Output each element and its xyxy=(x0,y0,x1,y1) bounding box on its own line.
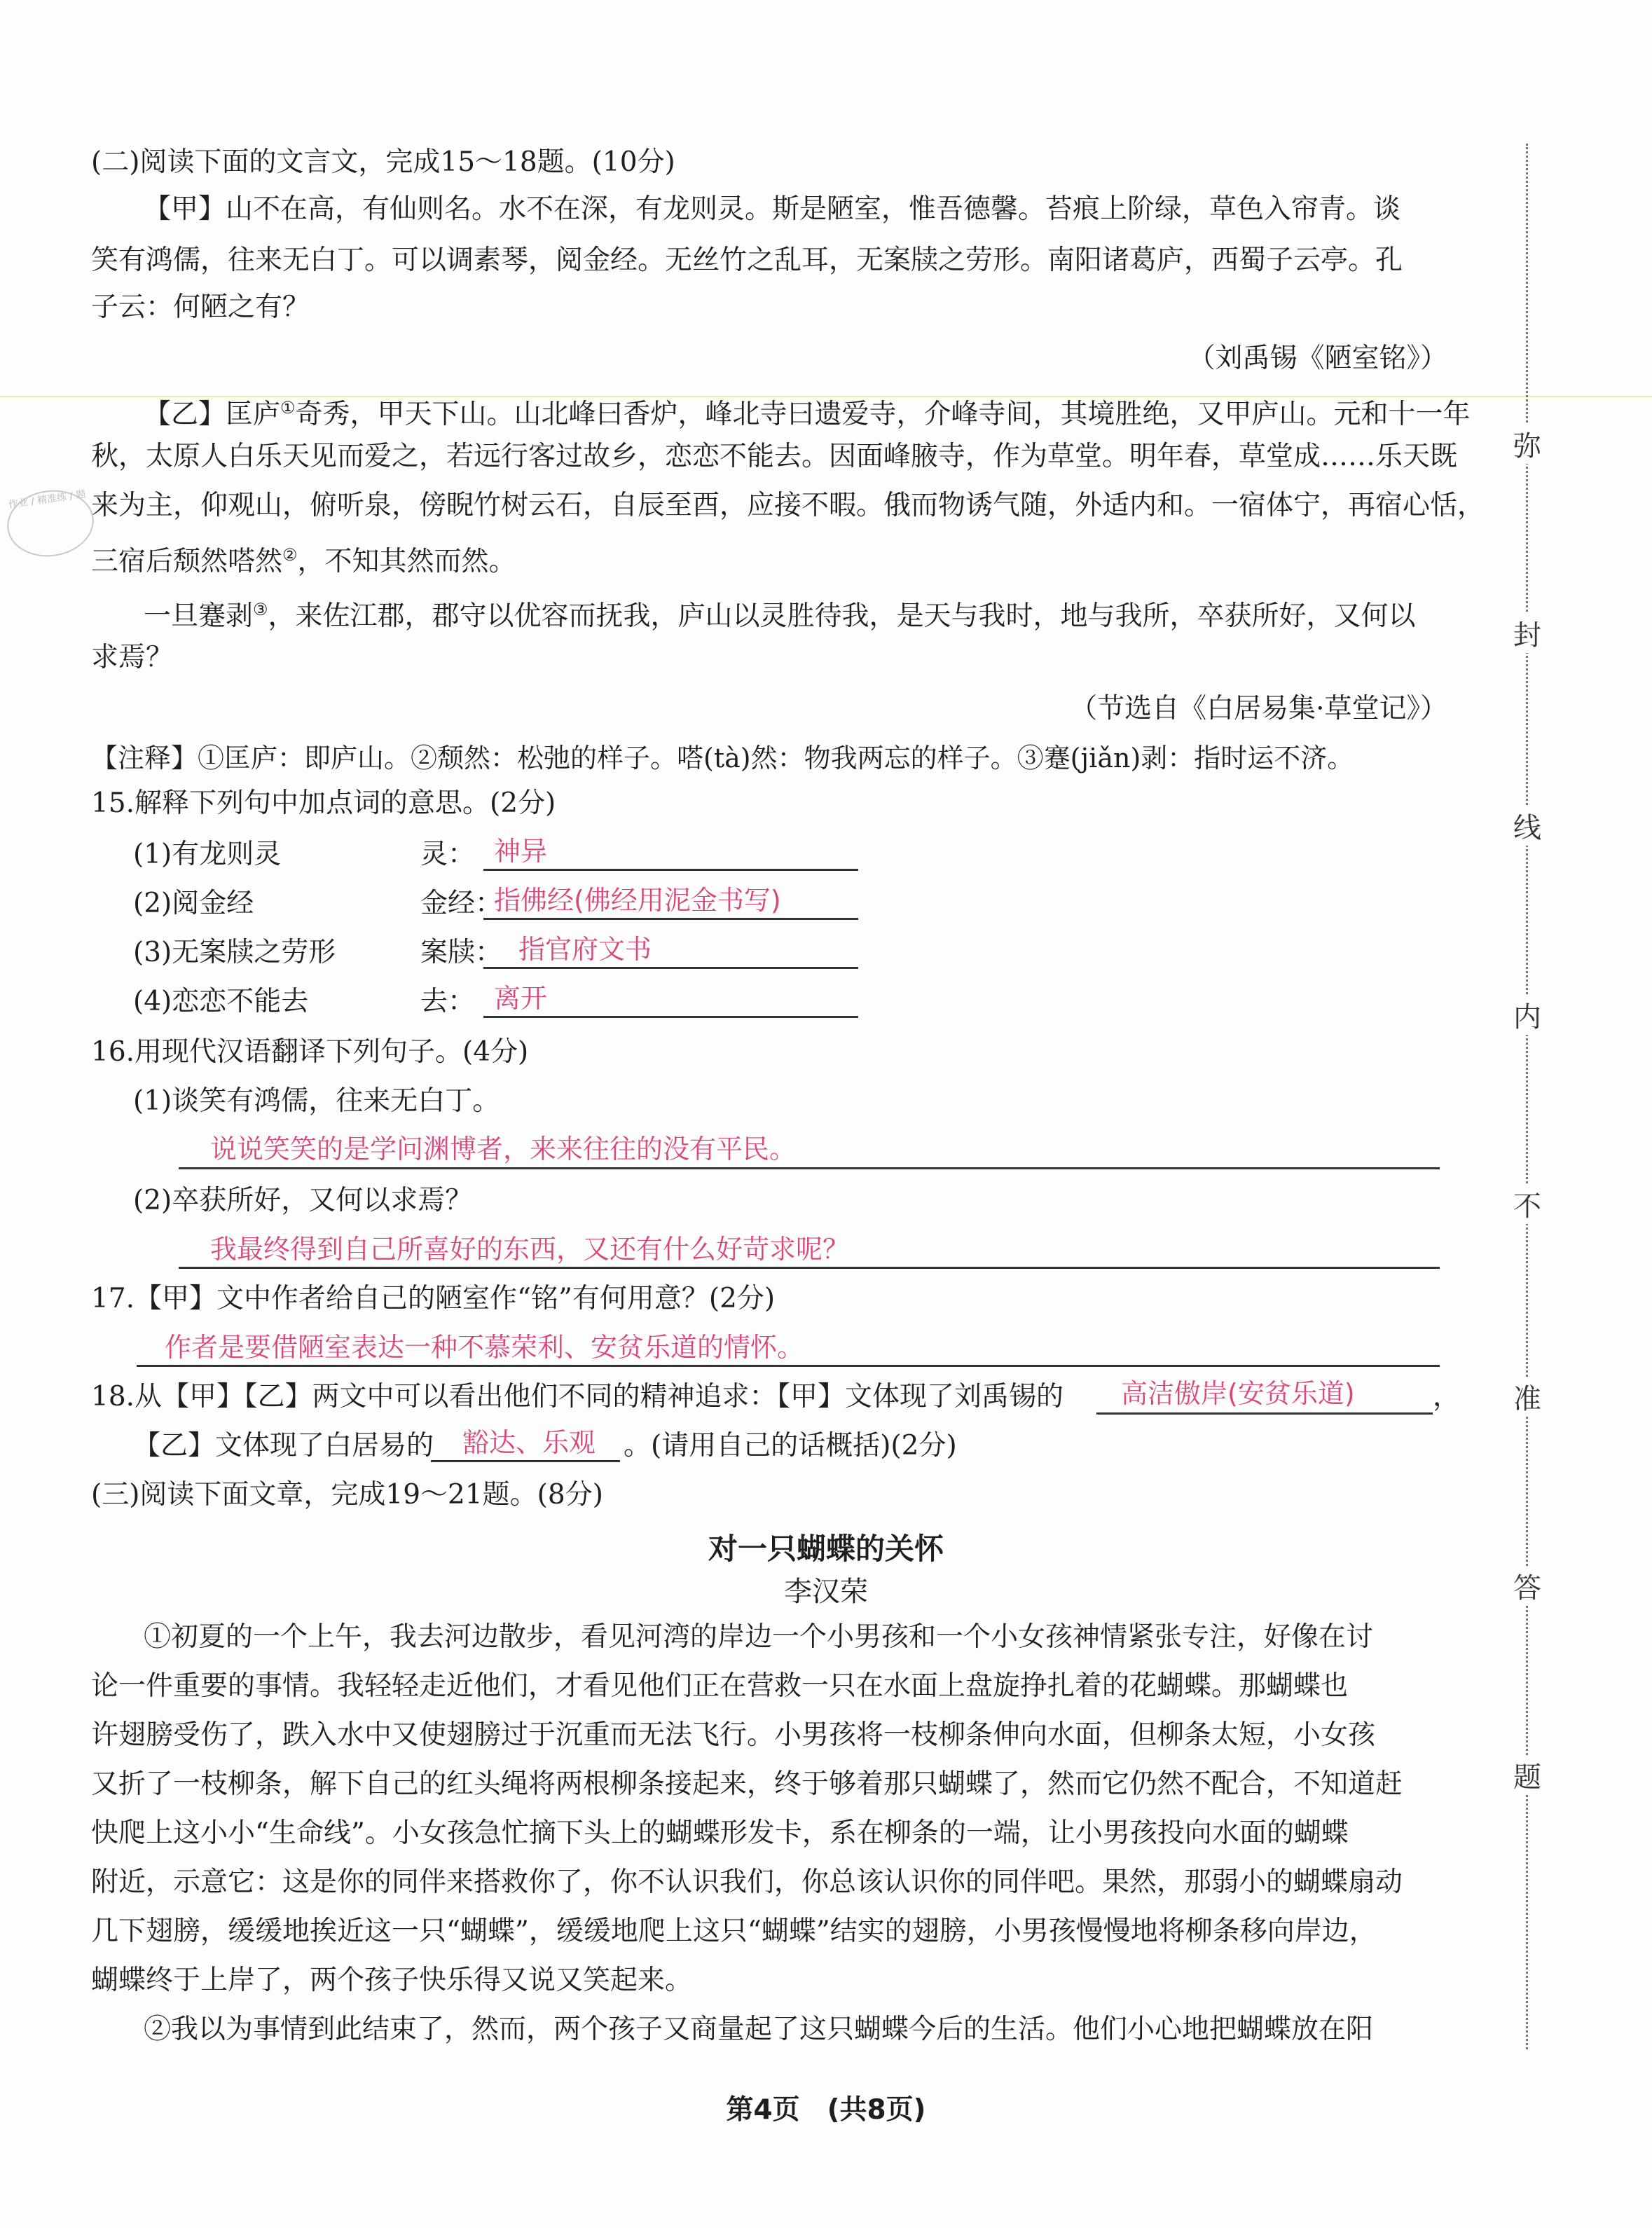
q17-stem: 17.【甲】文中作者给自己的陋室作“铭”有何用意？(2分) xyxy=(91,1283,776,1314)
p1-line-2: 论一件重要的事情。我轻轻走近他们，才看见他们正在营救一只在水面上盘旋挣扎着的花蝴蝶。那蝴蝶也 xyxy=(91,1670,1349,1702)
article-title: 对一只蝴蝶的关怀 xyxy=(708,1532,944,1566)
seal-char-7: 答 xyxy=(1506,1566,1548,1606)
q18-answer1-underline xyxy=(1096,1412,1433,1415)
page-footer: 第4页 (共8页) xyxy=(726,2094,926,2126)
q18-part3: 。(请用自己的话概括)(2分) xyxy=(624,1430,957,1462)
seal-char-2: 封 xyxy=(1506,613,1548,653)
watermark-stamp: 作业 / 精准练 / 题 xyxy=(3,485,98,562)
seal-char-3: 线 xyxy=(1506,806,1548,846)
q15-item2-answer: 指佛经(佛经用泥金书写) xyxy=(494,885,781,916)
q15-item2-label: (2)阅金经 xyxy=(133,888,254,919)
q18-comma: ， xyxy=(1433,1381,1461,1412)
seal-char-4: 内 xyxy=(1506,995,1548,1035)
q15-item4-label: (4)恋恋不能去 xyxy=(133,986,309,1017)
section2-heading: (二)阅读下面的文言文，完成15～18题。(10分) xyxy=(91,146,675,178)
seal-char-1: 弥 xyxy=(1506,424,1548,464)
q18-answer1: 高洁傲岸(安贫乐道) xyxy=(1121,1378,1355,1409)
yi-line-4: 三宿后颓然嗒然②，不知其然而然。 xyxy=(91,545,516,577)
yi-p2-line-1: 一旦蹇剥③，来佐江郡，郡守以优容而抚我，庐山以灵胜待我，是天与我时，地与我所，卒获所好，又何以 xyxy=(144,600,1416,632)
q15-item2-underline xyxy=(483,918,858,920)
q16-answer1-underline xyxy=(179,1167,1440,1169)
q15-item4-underline xyxy=(483,1016,858,1018)
jia-line-1: 【甲】山不在高，有仙则名。水不在深，有龙则灵。斯是陋室，惟吾德馨。苔痕上阶绿，草色入帘青。谈 xyxy=(144,193,1401,225)
q15-item1-key: 灵： xyxy=(420,839,476,870)
p1-line-4: 又折了一枝柳条，解下自己的红头绳将两根柳条接起来，终于够着那只蝴蝶了，然而它仍然不配合，不知道赶 xyxy=(91,1768,1403,1800)
q16-sentence1: (1)谈笑有鸿儒，往来无白丁。 xyxy=(133,1085,500,1117)
jia-line-3: 子云：何陋之有？ xyxy=(91,291,310,323)
q15-item3-underline xyxy=(483,967,858,969)
q15-item2-key: 金经： xyxy=(420,888,503,919)
jia-source: （刘禹锡《陋室铭》） xyxy=(1188,343,1447,374)
q17-answer: 作者是要借陋室表达一种不慕荣利、安贫乐道的情怀。 xyxy=(165,1332,804,1363)
q16-stem: 16.用现代汉语翻译下列句子。(4分) xyxy=(91,1036,529,1068)
seal-char-6: 准 xyxy=(1506,1377,1548,1417)
section3-heading: (三)阅读下面文章，完成19～21题。(8分) xyxy=(91,1479,603,1511)
q18-part2: 【乙】文体现了白居易的 xyxy=(133,1430,434,1462)
q15-item3-label: (3)无案牍之劳形 xyxy=(133,937,336,968)
q15-item1-underline xyxy=(483,869,858,871)
yi-line-3: 来为主，仰观山，俯听泉，傍睨竹树云石，自辰至酉，应接不暇。俄而物诱气随，外适内和。一宿体宁，再宿心恬， xyxy=(91,490,1485,521)
article-author: 李汉荣 xyxy=(784,1576,868,1608)
q18-answer2: 豁达、乐观 xyxy=(462,1427,596,1458)
p1-line-7: 几下翅膀，缓缓地挨近这一只“蝴蝶”，缓缓地爬上这只“蝴蝶”结实的翅膀，小男孩慢慢地将柳条移向岸边， xyxy=(91,1916,1377,1947)
q16-answer2: 我最终得到自己所喜好的东西，又还有什么好苛求呢？ xyxy=(210,1234,850,1265)
q16-answer2-underline xyxy=(179,1267,1440,1269)
p1-line-6: 附近，示意它：这是你的同伴来搭救你了，你不认识我们，你总该认识你的同伴吧。果然，那弱小的蝴蝶扇动 xyxy=(91,1866,1403,1898)
q18-answer2-underline xyxy=(431,1460,620,1462)
q15-item1-label: (1)有龙则灵 xyxy=(133,839,282,870)
q18-part1: 18.从【甲】【乙】两文中可以看出他们不同的精神追求：【甲】文体现了刘禹锡的 xyxy=(91,1381,1064,1412)
p1-line-1: ①初夏的一个上午，我去河边散步，看见河湾的岸边一个小男孩和一个小女孩神情紧张专注，好像在讨 xyxy=(144,1621,1374,1653)
yi-p2-line-2: 求焉？ xyxy=(91,642,174,673)
seal-char-5: 不 xyxy=(1506,1184,1548,1224)
jia-line-2: 笑有鸿儒，往来无白丁。可以调素琴，阅金经。无丝竹之乱耳，无案牍之劳形。南阳诸葛庐，西蜀子云亭。孔 xyxy=(91,245,1403,276)
yi-line-1: 【乙】匡庐①奇秀，甲天下山。山北峰曰香炉，峰北寺曰遗爱寺，介峰寺间，其境胜绝，又甲庐山。元和十一年 xyxy=(144,398,1471,430)
notes: 【注释】①匡庐：即庐山。②颓然：松弛的样子。嗒(tà)然：物我两忘的样子。③蹇(jiǎn)剥：指时运不济。 xyxy=(91,743,1354,773)
q16-answer1: 说说笑笑的是学问渊博者，来来往往的没有平民。 xyxy=(210,1134,797,1164)
p1-line-8: 蝴蝶终于上岸了，两个孩子快乐得又说又笑起来。 xyxy=(91,1965,693,1996)
q17-answer-underline xyxy=(137,1365,1440,1367)
q15-item1-answer: 神异 xyxy=(494,836,548,867)
yi-source: （节选自《白居易集·草堂记》） xyxy=(1070,693,1447,724)
q15-item4-answer: 离开 xyxy=(494,983,548,1014)
q15-item3-key: 案牍： xyxy=(420,937,503,968)
p2-line-1: ②我以为事情到此结束了，然而，两个孩子又商量起了这只蝴蝶今后的生活。他们小心地把蝴蝶放在阳 xyxy=(144,2014,1374,2045)
q15-item4-key: 去： xyxy=(420,986,476,1017)
q15-item3-answer: 指官府文书 xyxy=(518,934,652,965)
seal-char-8: 题 xyxy=(1506,1755,1548,1795)
yi-line-2: 秋，太原人白乐天见而爱之，若远行客过故乡，恋恋不能去。因面峰腋寺，作为草堂。明年春，草堂成……乐天既 xyxy=(91,441,1458,472)
q16-sentence2: (2)卒获所好，又何以求焉？ xyxy=(133,1185,473,1216)
p1-line-3: 许翅膀受伤了，跌入水中又使翅膀过于沉重而无法飞行。小男孩将一枝柳条伸向水面，但柳条太短，小女孩 xyxy=(91,1719,1376,1751)
q15-stem: 15.解释下列句中加点词的意思。(2分) xyxy=(91,788,556,819)
p1-line-5: 快爬上这小小“生命线”。小女孩急忙摘下头上的蝴蝶形发卡，系在柳条的一端，让小男孩投向水面的蝴蝶 xyxy=(91,1817,1349,1849)
